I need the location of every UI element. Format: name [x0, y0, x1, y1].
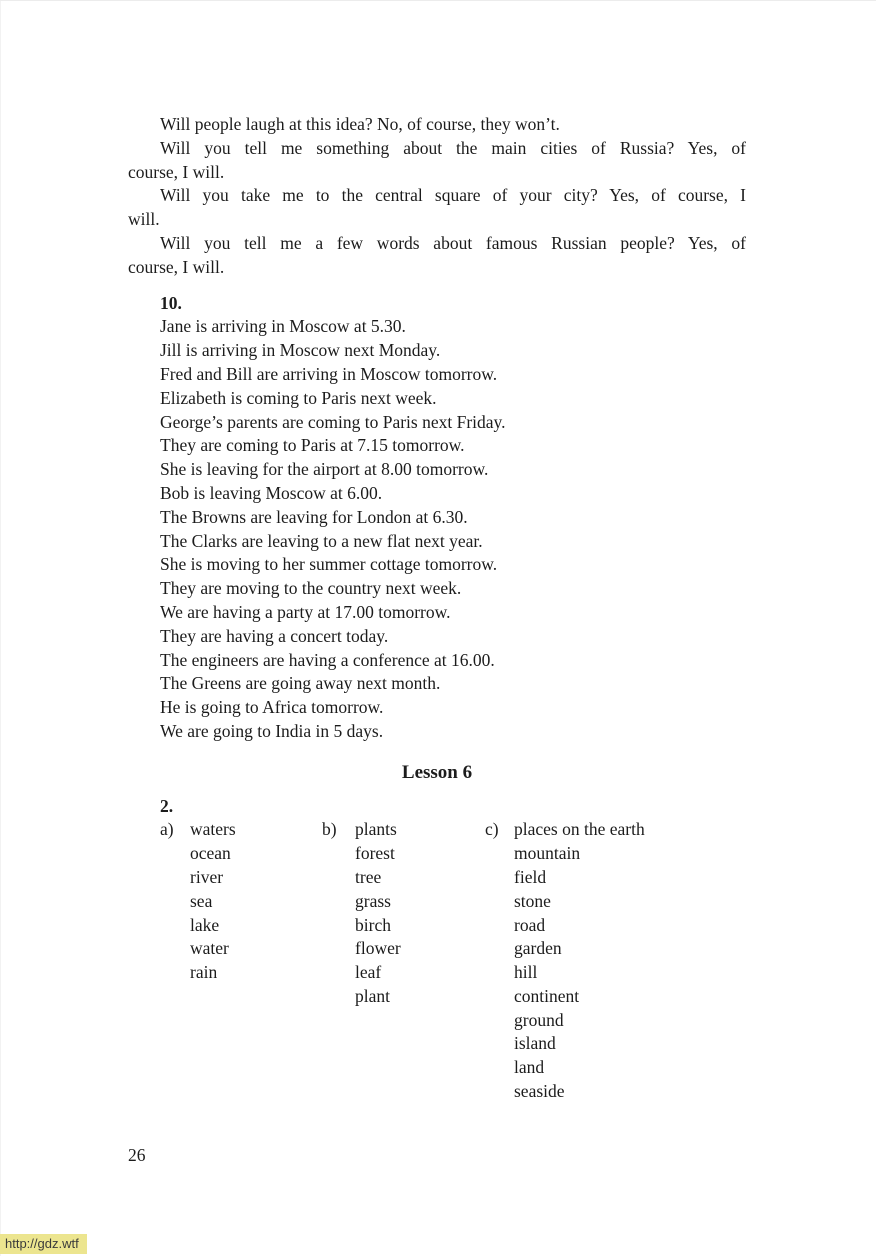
word-item: flower [355, 938, 401, 959]
sentence: Fred and Bill are arriving in Moscow tomorrow. [160, 363, 498, 384]
word-item: seaside [514, 1081, 565, 1102]
word-list [190, 818, 322, 985]
sentence: She is moving to her summer cottage tomorrow. [160, 554, 498, 575]
lesson-heading: Lesson 6 [401, 761, 473, 783]
word-columns [128, 818, 746, 1104]
sentence: The Browns are leaving for London at 6.30. [160, 506, 468, 527]
sentence: George’s parents are coming to Paris next Friday. [160, 411, 506, 432]
word-item: tree [355, 866, 382, 887]
sentence: They are moving to the country next week. [160, 578, 462, 599]
sentence: Jane is arriving in Moscow at 5.30. [160, 316, 406, 337]
sentence: Jill is arriving in Moscow next Monday. [160, 340, 441, 361]
sentence: He is going to Africa tomorrow. [160, 697, 384, 718]
word-item: land [514, 1057, 545, 1078]
word-item: plants [355, 819, 397, 840]
word-item: rain [190, 962, 218, 983]
word-list [355, 818, 485, 1008]
word-item: sea [190, 890, 213, 911]
sentence: They are coming to Paris at 7.15 tomorrow. [160, 435, 465, 456]
word-item: waters [190, 819, 236, 840]
exercise-2-label: 2. [160, 795, 174, 816]
word-item: mountain [514, 843, 581, 864]
text-line: will. [128, 209, 160, 230]
sentence: Bob is leaving Moscow at 6.00. [160, 482, 383, 503]
text-line: Will you take me to the central square of your city? Yes, of course, I [160, 185, 746, 206]
page-number: 26 [128, 1145, 146, 1165]
word-item: ocean [190, 843, 231, 864]
word-item: hill [514, 962, 538, 983]
paragraph [128, 137, 746, 185]
watermark-url: http://gdz.wtf [0, 1234, 87, 1254]
sentence: The Clarks are leaving to a new flat next year. [160, 530, 483, 551]
text-line: Will you tell me something about the main cities of Russia? Yes, of [160, 137, 746, 158]
word-item: lake [190, 914, 220, 935]
sentence: We are going to India in 5 days. [160, 720, 384, 741]
sentence: They are having a concert today. [160, 625, 389, 646]
word-item: water [190, 938, 229, 959]
word-item: field [514, 866, 547, 887]
sentence: The Greens are going away next month. [160, 673, 441, 694]
word-item: stone [514, 890, 551, 911]
text-line: course, I will. [128, 256, 225, 277]
page-content [128, 113, 746, 1104]
sentence: She is leaving for the airport at 8.00 tomorrow. [160, 459, 489, 480]
word-list [514, 818, 746, 1104]
word-item: island [514, 1033, 556, 1054]
paragraph [128, 232, 746, 280]
word-item: grass [355, 890, 391, 911]
word-column-a [160, 818, 322, 1104]
sentence: The engineers are having a conference at 16.00. [160, 649, 495, 670]
column-marker: c) [485, 819, 499, 840]
word-item: leaf [355, 962, 382, 983]
column-marker: a) [160, 819, 174, 840]
exercise-10-label: 10. [160, 292, 182, 313]
word-item: places on the earth [514, 819, 645, 840]
word-item: plant [355, 985, 390, 1006]
word-item: garden [514, 938, 562, 959]
word-item: continent [514, 985, 580, 1006]
word-item: river [190, 866, 224, 887]
word-item: forest [355, 843, 395, 864]
paragraph [128, 184, 746, 232]
sentence: Elizabeth is coming to Paris next week. [160, 387, 437, 408]
column-marker: b) [322, 819, 337, 840]
paragraph [128, 113, 746, 137]
word-column-c [485, 818, 746, 1104]
word-column-b [322, 818, 485, 1104]
word-item: road [514, 914, 546, 935]
word-item: birch [355, 914, 391, 935]
exercise-10-sentences [128, 315, 746, 743]
text-line: Will people laugh at this idea? No, of course, they won’t. [160, 114, 560, 134]
text-line: Will you tell me a few words about famous Russian people? Yes, of [160, 232, 746, 253]
word-item: ground [514, 1009, 564, 1030]
sentence: We are having a party at 17.00 tomorrow. [160, 601, 451, 622]
text-line: course, I will. [128, 161, 225, 182]
